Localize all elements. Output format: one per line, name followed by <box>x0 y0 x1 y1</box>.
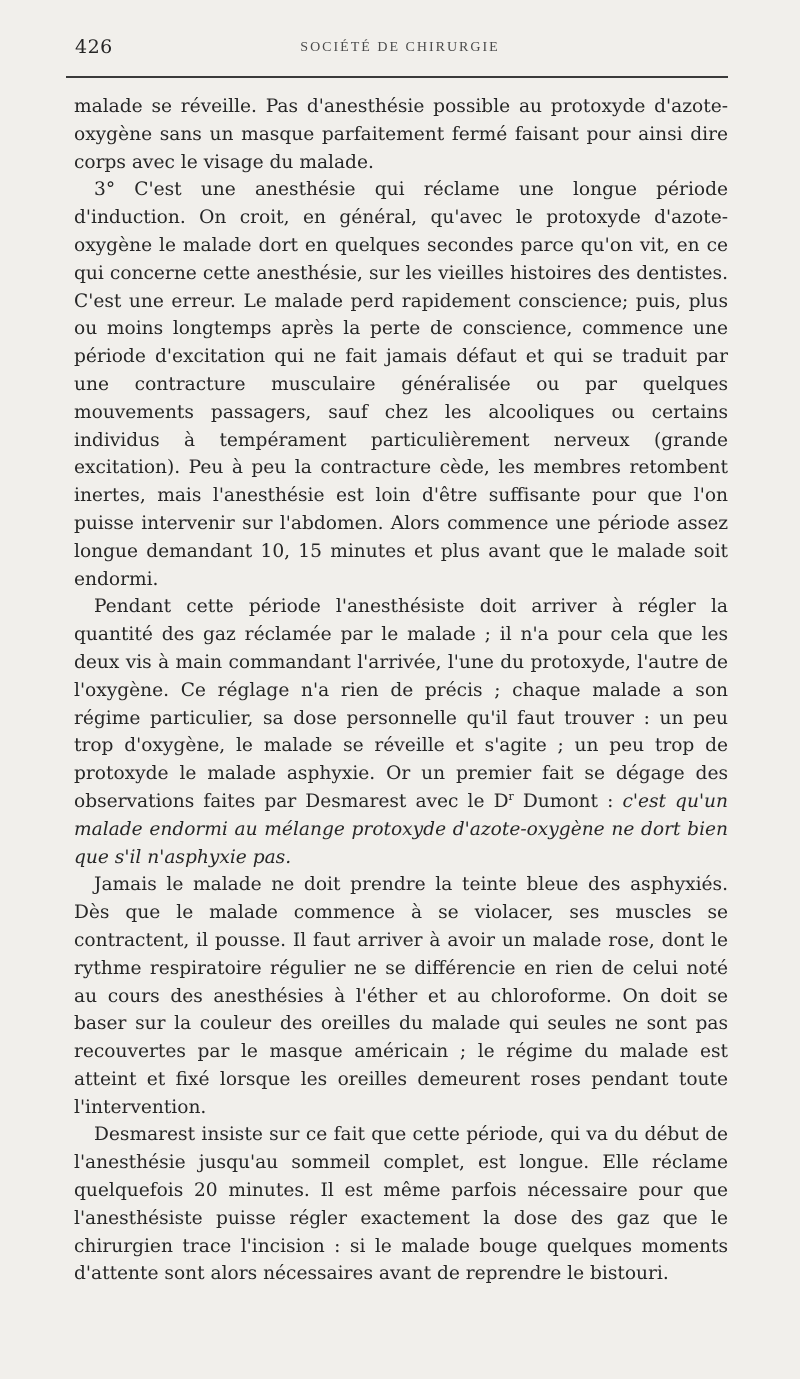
doctor-abbreviation-superscript: r <box>508 789 514 803</box>
page-header <box>75 36 725 66</box>
paragraph-text: Dumont : <box>513 790 623 812</box>
paragraph-induction: 3° C'est une anesthésie qui réclame une longue période d'induction. On croit, en général, qu'avec le protoxyde d'azote-oxygène le malade dort en quelques secondes parce qu'on vit, en ce qui concerne cette anesthésie, sur les vieilles histoires des dentistes. C'est une erreur. Le malade perd rapidement conscience; puis, plus ou moins longtemps après la perte de conscience, commence une période d'excitation qui ne fait jamais défaut et qui se traduit par une contracture musculaire généralisée ou par quelques mouvements passagers, sauf chez les alcooliques ou certains individus à tempérament particulièrement nerveux (grande excitation). Peu à peu la contracture cède, les membres retombent inertes, mais l'anesthésie est loin d'être suffisante pour que l'on puisse intervenir sur l'abdomen. Alors commence une période assez longue demandant 10, 15 minutes et plus avant que le malade soit endormi. <box>74 179 728 590</box>
paragraph-continuation: malade se réveille. Pas d'anesthésie possible au protoxyde d'azote-oxygène sans un masque parfaitement fermé faisant pour ainsi dire corps avec le visage du malade. <box>74 96 728 173</box>
italic-conclusion: c'est qu'un malade endormi au mélange protoxyde d'azote-oxygène ne dort bien que s'il n'asphyxie pas. <box>74 790 729 868</box>
running-head: SOCIÉTÉ DE CHIRURGIE <box>300 40 500 55</box>
paragraph-induction-duration: Desmarest insiste sur ce fait que cette période, qui va du début de l'anesthésie jusqu'au sommeil complet, est longue. Elle réclame quelquefois 20 minutes. Il est même parfois nécessaire pour que l'anesthésiste puisse régler exactement la dose des gaz que le chirurgien trace l'incision : si le malade bouge quelques moments d'attente sont alors nécessaires avant de reprendre le bistouri. <box>74 1124 728 1285</box>
body-text <box>74 93 728 1288</box>
paragraph-text: Pendant cette période l'anesthésiste doit arriver à régler la quantité des gaz réclamée par le malade ; il n'a pour cela que les deux vis à main commandant l'arrivée, l'une du protoxyde, l'autre de l'oxygène. Ce réglage n'a rien de précis ; chaque malade a son régime particulier, sa dose personnelle qu'il faut trouver : un peu trop d'oxygène, le malade se réveille et s'agite ; un peu trop de protoxyde le malade asphyxie. Or un premier fait se dégage des observations faites par Desmarest avec le D <box>74 596 728 812</box>
paragraph-gas-regulation <box>74 593 728 871</box>
paragraph-cyanosis: Jamais le malade ne doit prendre la teinte bleue des asphyxiés. Dès que le malade commence à se violacer, ses muscles se contractent, il pousse. Il faut arriver à avoir un malade rose, dont le rythme respiratoire régulier ne se différencie en rien de celui noté au cours des anesthésies à l'éther et au chloroforme. On doit se baser sur la couleur des oreilles du malade qui seules ne sont pas recouvertes par le masque américain ; le régime du malade est atteint et fixé lorsque les oreilles demeurent roses pendant toute l'intervention. <box>74 874 728 1118</box>
header-rule <box>66 76 728 78</box>
page-number: 426 <box>75 36 113 58</box>
